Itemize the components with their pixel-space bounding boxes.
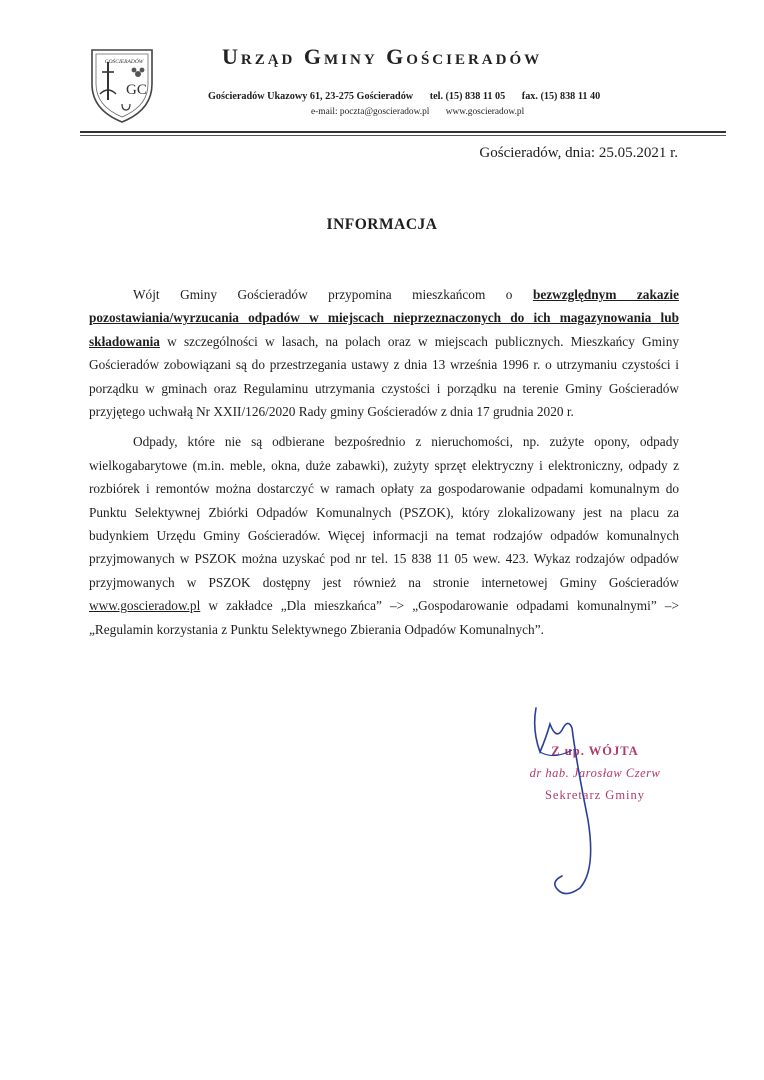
paragraph-2-lead: Odpady, które nie są odbierane bezpośrednio z nieruchomości, np. zużyte opony, odpady wielkogabarytowe (m.in. meble, okna, duże zabawki), zużyty sprzęt elektryczny i elektroniczny, odpady z rozbiórek i remontów można dostarczyć w ramach opłaty za gospodarowanie odpadami komunalnym do Punktu Selektywnej Zbiórki Odpadów Komunalnych (PSZOK), który zlokalizowany jest na placu za budynkiem Urzędu Gminy Gościeradów. Więcej informacji na temat rodzajów odpadów komunalnych przyjmowanych w PSZOK można uzyskać pod nr tel. 15 838 11 05 wew. 423. Wykaz rodzajów odpadów przyjmowanych w PSZOK dostępny jest również na stronie internetowej Gminy Gościeradów — [89, 434, 679, 590]
office-address: Gościeradów Ukazowy 61, 23-275 Gościeradów — [208, 91, 414, 102]
website-link[interactable]: www.goscieradow.pl — [89, 598, 201, 614]
paragraph-2-rest: w zakładce „Dla mieszkańca” –> „Gospodarowanie odpadami komunalnymi” –> „Regulamin korzystania z Punktu Selektywnego Zbierania Odpadów Komunalnych”. — [89, 598, 679, 637]
office-email: e-mail: poczta@goscieradow.pl — [311, 107, 430, 117]
paragraph-2 — [89, 430, 679, 641]
date-line: Gościeradów, dnia: 25.05.2021 r. — [479, 145, 678, 161]
office-website: www.goscieradow.pl — [445, 107, 525, 117]
crest-letters: GC — [126, 82, 147, 98]
paragraph-1-emphasis: bezwzględnym zakazie pozostawiania/wyrzucania odpadów w miejscach nieprzeznaczonych do ich magazynowania lub składowania — [89, 287, 679, 349]
document-heading: INFORMACJA — [326, 216, 438, 233]
letterhead-rule-thin — [80, 135, 726, 136]
office-name: Urząd Gminy Gościeradów — [222, 44, 543, 69]
municipal-crest-logo — [86, 44, 158, 126]
crest-caption: GOŚCIERADÓW — [104, 59, 144, 65]
handwritten-signature — [510, 700, 600, 900]
stamp-line-3: Sekretarz Gminy — [544, 788, 646, 802]
paragraph-1-lead: Wójt Gminy Gościeradów przypomina mieszkańcom o — [133, 287, 533, 302]
office-phone: tel. (15) 838 11 05 — [429, 91, 506, 102]
office-fax: fax. (15) 838 11 40 — [521, 91, 601, 102]
paragraph-1-rest: w szczególności w lasach, na polach oraz w miejscach publicznych. Mieszkańcy Gminy Gościeradów zobowiązani są do przestrzegania ustawy z dnia 13 września 1996 r. o utrzymaniu czystości i porządku w gminach oraz Regulaminu utrzymania czystości i porządku na terenie Gminy Gościeradów przyjętego uchwałą Nr XXII/126/2020 Rady gminy Gościeradów z dnia 17 grudnia 2020 r. — [89, 333, 679, 420]
document-body — [89, 283, 679, 641]
stamp-line-1: Z up. WÓJTA — [551, 744, 639, 758]
letterhead-rule — [80, 131, 726, 133]
office-contact-line — [311, 107, 538, 117]
office-address-line — [208, 91, 600, 102]
paragraph-1 — [89, 283, 679, 423]
stamp-line-2: dr hab. Jarosław Czerw — [529, 766, 661, 780]
